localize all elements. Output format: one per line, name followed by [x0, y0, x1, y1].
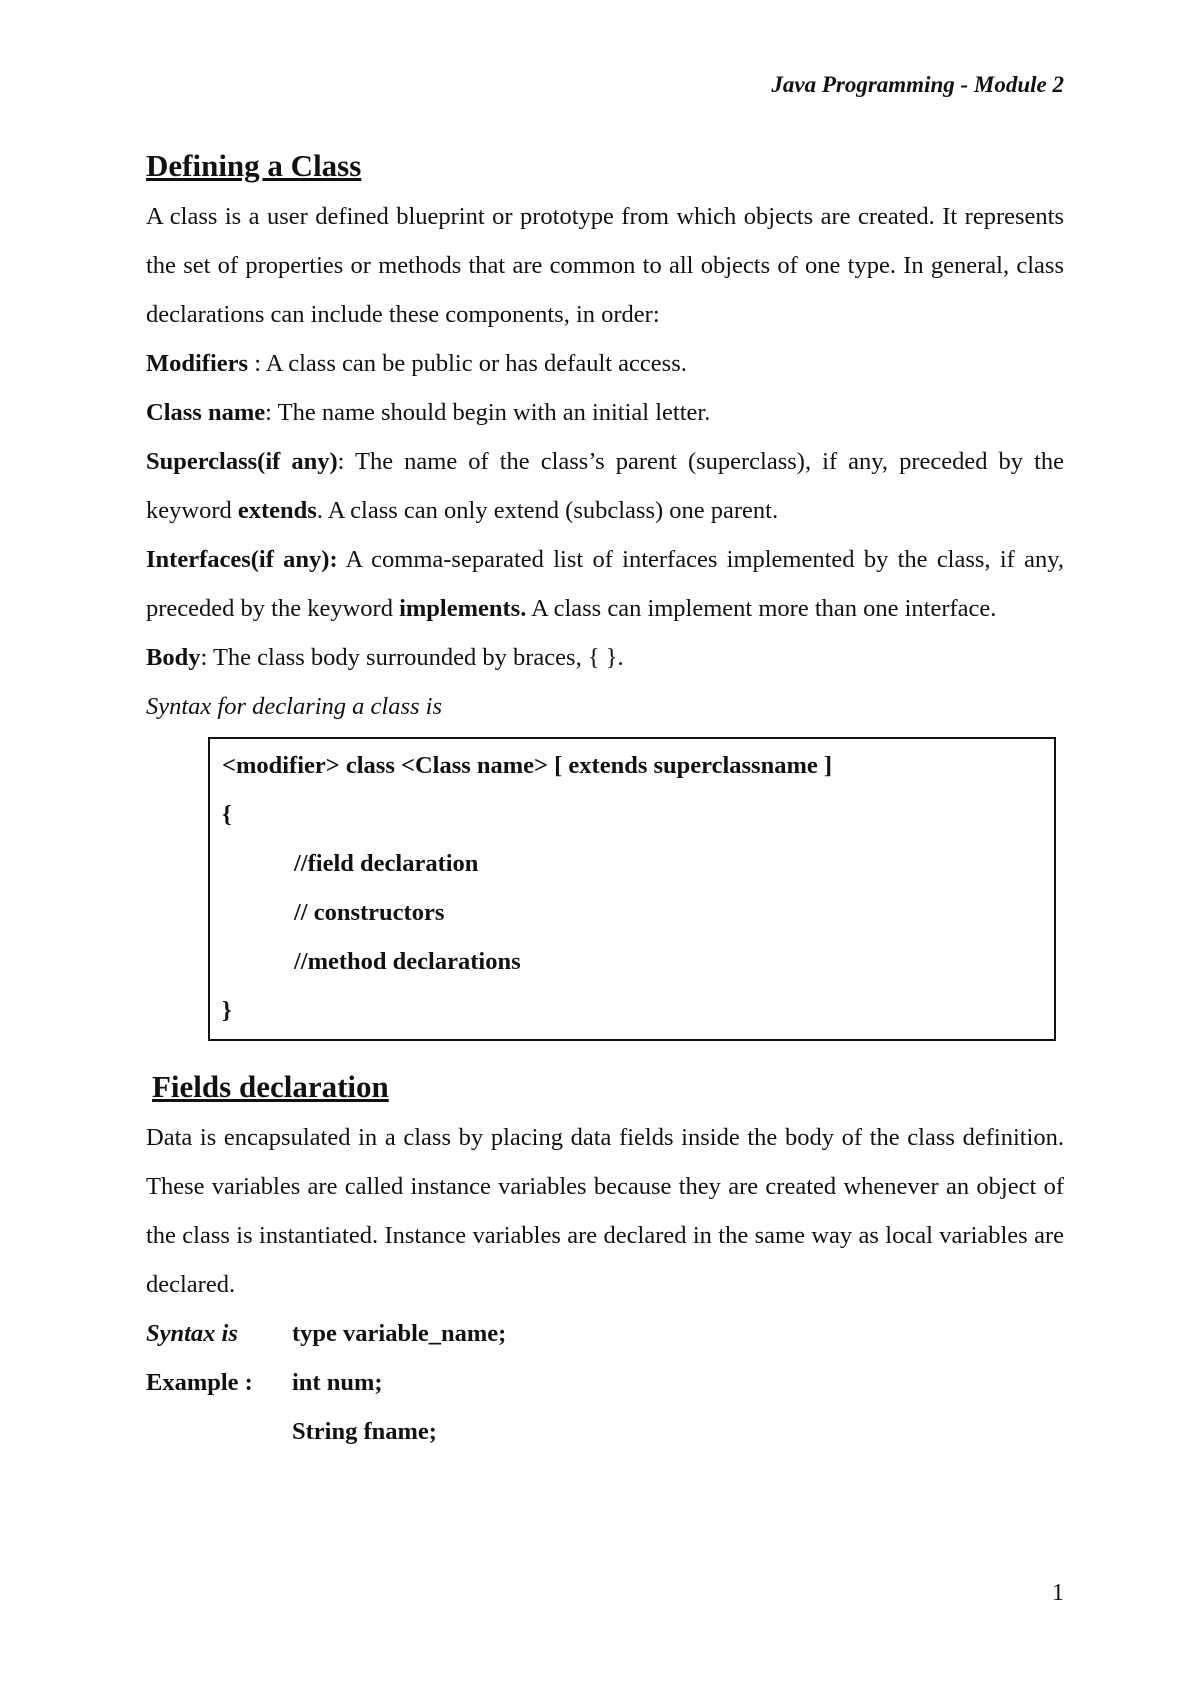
superclass-paragraph	[146, 437, 1064, 535]
class-name-term: Class name	[146, 399, 266, 426]
interfaces-text-before: A comma-separated list of interfaces implemented by the class, if any, preceded by the keyword	[146, 546, 1064, 622]
running-header: Java Programming - Module 2	[771, 72, 1064, 97]
field-example-label: Example :	[146, 1369, 253, 1396]
section-heading-defining-a-class: Defining a Class	[146, 148, 362, 183]
field-example-value-2: String fname;	[292, 1418, 437, 1445]
modifiers-term: Modifiers	[146, 350, 249, 377]
superclass-text-after: . A class can only extend (subclass) one parent.	[316, 497, 779, 524]
interfaces-term: Interfaces(if any):	[146, 546, 338, 573]
body-term: Body	[146, 644, 201, 671]
extends-keyword: extends	[237, 497, 317, 524]
class-name-text: : The name should begin with an initial letter.	[265, 399, 711, 426]
field-syntax-value: type variable_name;	[292, 1320, 507, 1347]
field-syntax-row	[146, 1309, 1064, 1358]
field-syntax-label: Syntax is	[146, 1320, 238, 1347]
class-syntax-code-box	[208, 737, 1056, 1041]
modifiers-text: : A class can be public or has default access.	[248, 350, 687, 377]
section-heading-fields-declaration: Fields declaration	[152, 1069, 389, 1104]
interfaces-paragraph	[146, 535, 1064, 633]
modifiers-paragraph	[146, 339, 1064, 388]
class-syntax-label: Syntax for declaring a class is	[146, 693, 443, 720]
code-line-field-comment: //field declaration	[294, 850, 479, 877]
field-example-row	[146, 1358, 1064, 1407]
code-line-close-brace: }	[222, 997, 232, 1024]
class-intro-paragraph: A class is a user defined blueprint or prototype from which objects are created. It represents the set of properties or methods that are common to all objects of one type. In general, class declarations can include these components, in order:	[146, 203, 1064, 328]
interfaces-text-after: A class can implement more than one interface.	[526, 595, 997, 622]
code-line-constructors-comment: // constructors	[294, 899, 445, 926]
page-content	[146, 140, 1064, 1456]
page-number: 1	[1052, 1580, 1064, 1606]
implements-keyword: implements.	[399, 595, 527, 622]
field-example-spacer	[146, 1407, 292, 1456]
body-text: : The class body surrounded by braces, { }.	[200, 644, 624, 671]
fields-paragraph: Data is encapsulated in a class by placing data fields inside the body of the class definition. These variables are called instance variables because they are created whenever an object of the class is instantiated. Instance variables are declared in the same way as local variables are declared.	[146, 1124, 1064, 1298]
field-example-row-2	[146, 1407, 1064, 1456]
code-line-open-brace: {	[222, 801, 232, 828]
superclass-term: Superclass(if any)	[146, 448, 338, 475]
field-example-value-1: int num;	[292, 1369, 383, 1396]
body-paragraph	[146, 633, 1064, 682]
class-name-paragraph	[146, 388, 1064, 437]
code-line-declaration: <modifier> class <Class name> [ extends superclassname ]	[222, 752, 833, 779]
superclass-text-before: : The name of the class’s parent (superclass), if any, preceded by the keyword	[146, 448, 1065, 524]
code-line-methods-comment: //method declarations	[294, 948, 521, 975]
